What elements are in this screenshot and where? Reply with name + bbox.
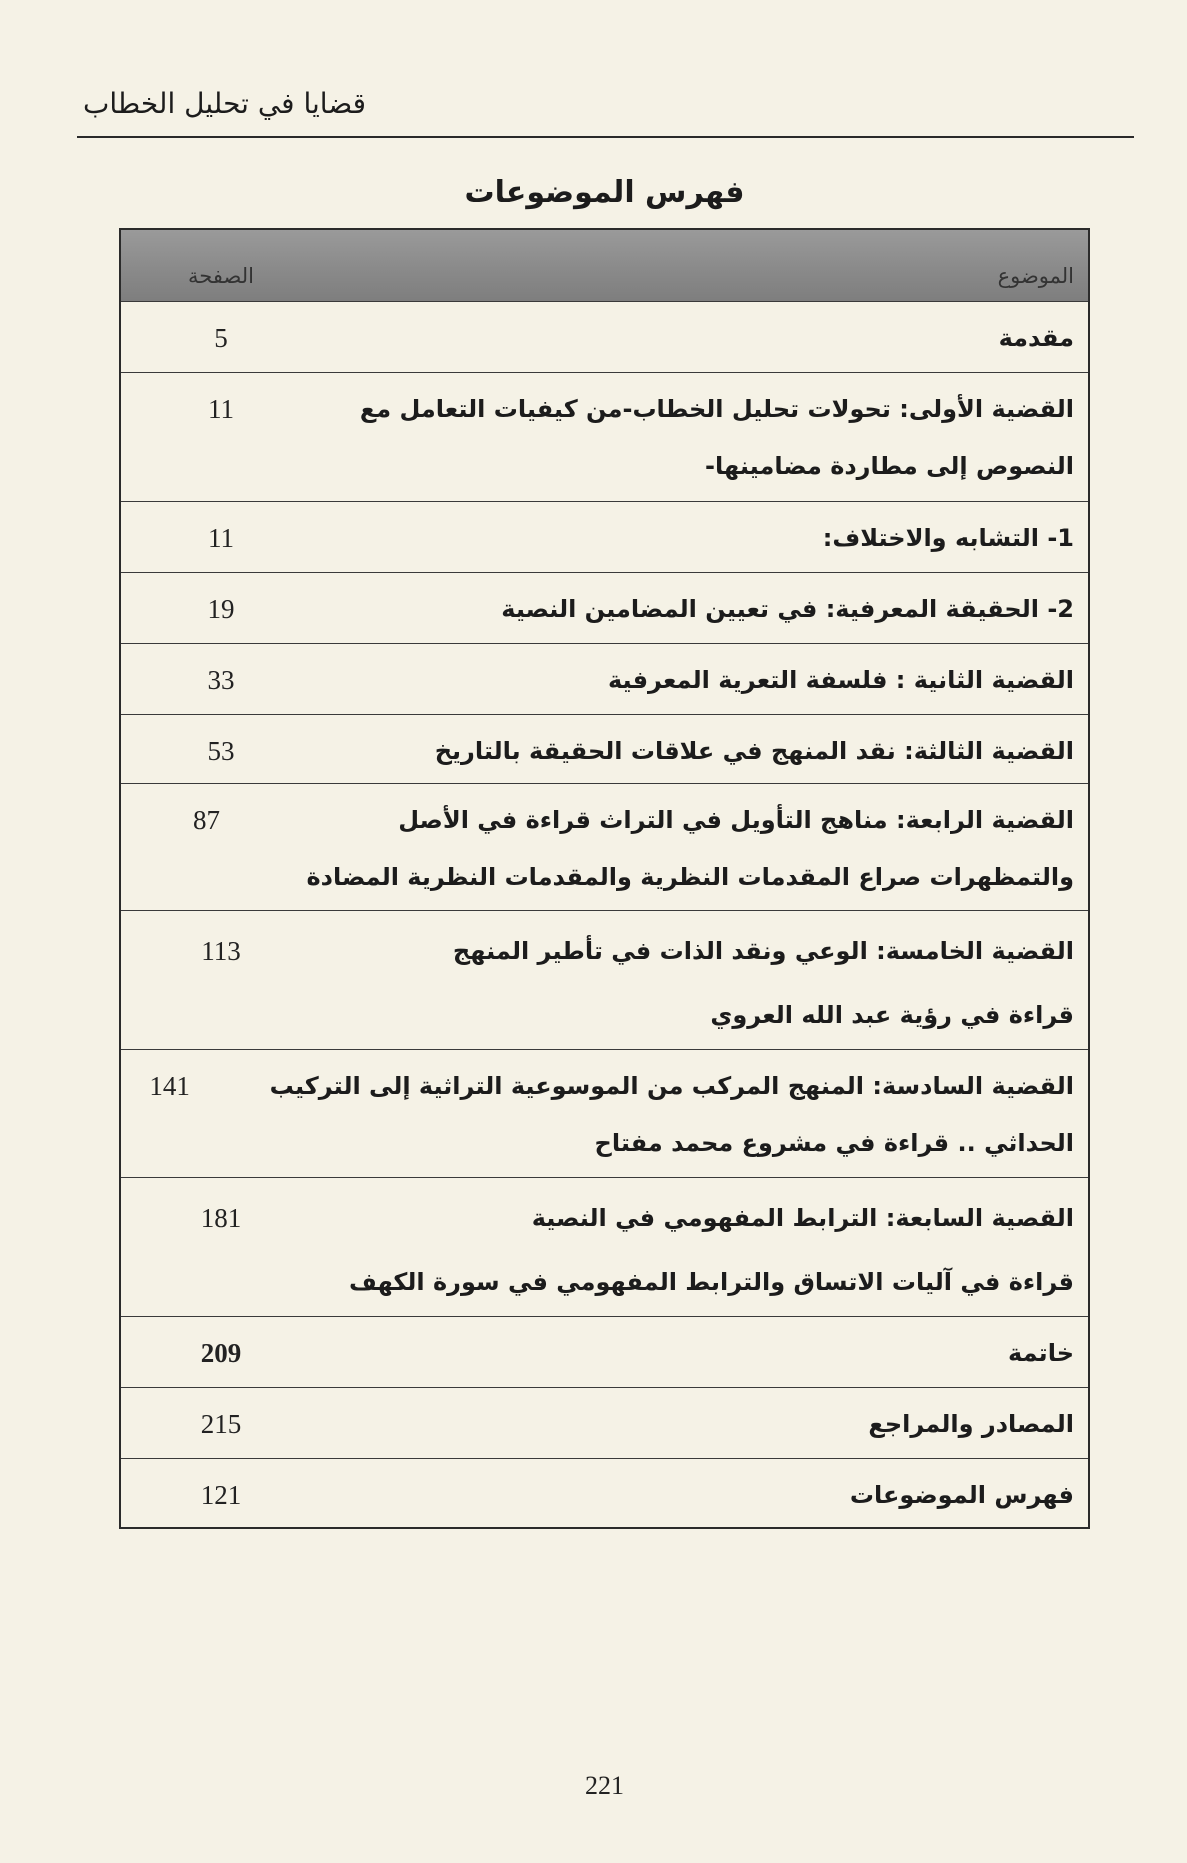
toc-entry — [321, 919, 1088, 1049]
toc-page-number: 209 — [200, 1338, 242, 1368]
toc-entry — [321, 1186, 1088, 1316]
toc-entry-line: النصوص إلى مطاردة مضامينها- — [705, 452, 1074, 480]
toc-entry — [321, 1325, 1088, 1387]
column-header-topic: الموضوع — [997, 264, 1074, 288]
header-rule — [77, 136, 1134, 138]
toc-row — [121, 1177, 1088, 1316]
toc-entry-line: الحداثي .. قراءة في مشروع محمد مفتاح — [594, 1129, 1074, 1157]
toc-row — [121, 1316, 1088, 1387]
toc-entry — [306, 792, 1088, 910]
toc-page-number: 121 — [200, 1480, 242, 1510]
toc-row — [121, 910, 1088, 1049]
toc-row — [121, 783, 1088, 910]
toc-page-number: 113 — [201, 936, 241, 966]
toc-entry — [321, 652, 1088, 714]
toc-page-number: 11 — [208, 394, 234, 424]
toc-table — [119, 228, 1090, 1529]
toc-entry — [321, 510, 1088, 572]
toc-entry-line: 1- التشابه والاختلاف: — [822, 524, 1074, 552]
toc-page-number: 87 — [192, 805, 220, 835]
toc-entry-line: والتمظهرات صراع المقدمات النظرية والمقدمات النظرية المضادة — [306, 863, 1074, 891]
toc-page-number: 19 — [207, 594, 235, 624]
toc-entry — [321, 723, 1088, 783]
toc-page-number: 5 — [214, 323, 228, 353]
toc-title: فهرس الموضوعات — [464, 175, 745, 210]
toc-row — [121, 1458, 1088, 1527]
toc-page-number: 181 — [200, 1203, 242, 1233]
toc-page-number: 33 — [207, 665, 235, 695]
toc-entry-line: قراءة في رؤية عبد الله العروي — [710, 1001, 1074, 1029]
toc-header-row — [121, 230, 1088, 301]
toc-entry — [321, 310, 1088, 372]
toc-entry-line: 2- الحقيقة المعرفية: في تعيين المضامين النصية — [501, 595, 1074, 623]
toc-row — [121, 1049, 1088, 1177]
toc-entry — [321, 1396, 1088, 1458]
toc-row — [121, 301, 1088, 372]
toc-page-number: 11 — [208, 523, 234, 553]
toc-entry-line: القضية السادسة: المنهج المركب من الموسوعية التراثية إلى التركيب — [269, 1072, 1074, 1100]
toc-entry — [321, 381, 1088, 501]
toc-entry-line: قراءة في آليات الاتساق والترابط المفهومي في سورة الكهف — [348, 1268, 1074, 1296]
page-number: 221 — [585, 1771, 624, 1800]
toc-row — [121, 714, 1088, 783]
toc-entry — [321, 1467, 1088, 1527]
toc-entry-line: القضية الرابعة: مناهج التأويل في التراث قراءة في الأصل — [398, 806, 1074, 834]
toc-entry — [270, 1058, 1088, 1177]
toc-row — [121, 572, 1088, 643]
toc-entry-line: مقدمة — [998, 324, 1074, 352]
toc-row — [121, 1387, 1088, 1458]
toc-entry-line: فهرس الموضوعات — [849, 1481, 1074, 1509]
toc-page-number: 141 — [149, 1071, 190, 1101]
toc-row — [121, 501, 1088, 572]
toc-entry-line: القضية الثانية : فلسفة التعرية المعرفية — [607, 666, 1074, 694]
toc-row — [121, 372, 1088, 501]
toc-entry-line: القصية السابعة: الترابط المفهومي في النصية — [531, 1204, 1074, 1232]
toc-entry — [321, 581, 1088, 643]
toc-page-number: 215 — [200, 1409, 242, 1439]
toc-entry-line: خاتمة — [1008, 1339, 1074, 1367]
toc-row — [121, 643, 1088, 714]
running-header: قضايا في تحليل الخطاب — [83, 87, 366, 120]
toc-page-number: 53 — [207, 736, 235, 766]
toc-entry-line: القضية الثالثة: نقد المنهج في علاقات الحقيقة بالتاريخ — [434, 737, 1074, 765]
toc-entry-line: القضية الخامسة: الوعي ونقد الذات في تأطير المنهج — [452, 937, 1074, 965]
toc-entry-line: المصادر والمراجع — [868, 1410, 1074, 1438]
toc-entry-line: القضية الأولى: تحولات تحليل الخطاب-من كيفيات التعامل مع — [359, 395, 1074, 423]
column-header-page: الصفحة — [188, 264, 254, 288]
